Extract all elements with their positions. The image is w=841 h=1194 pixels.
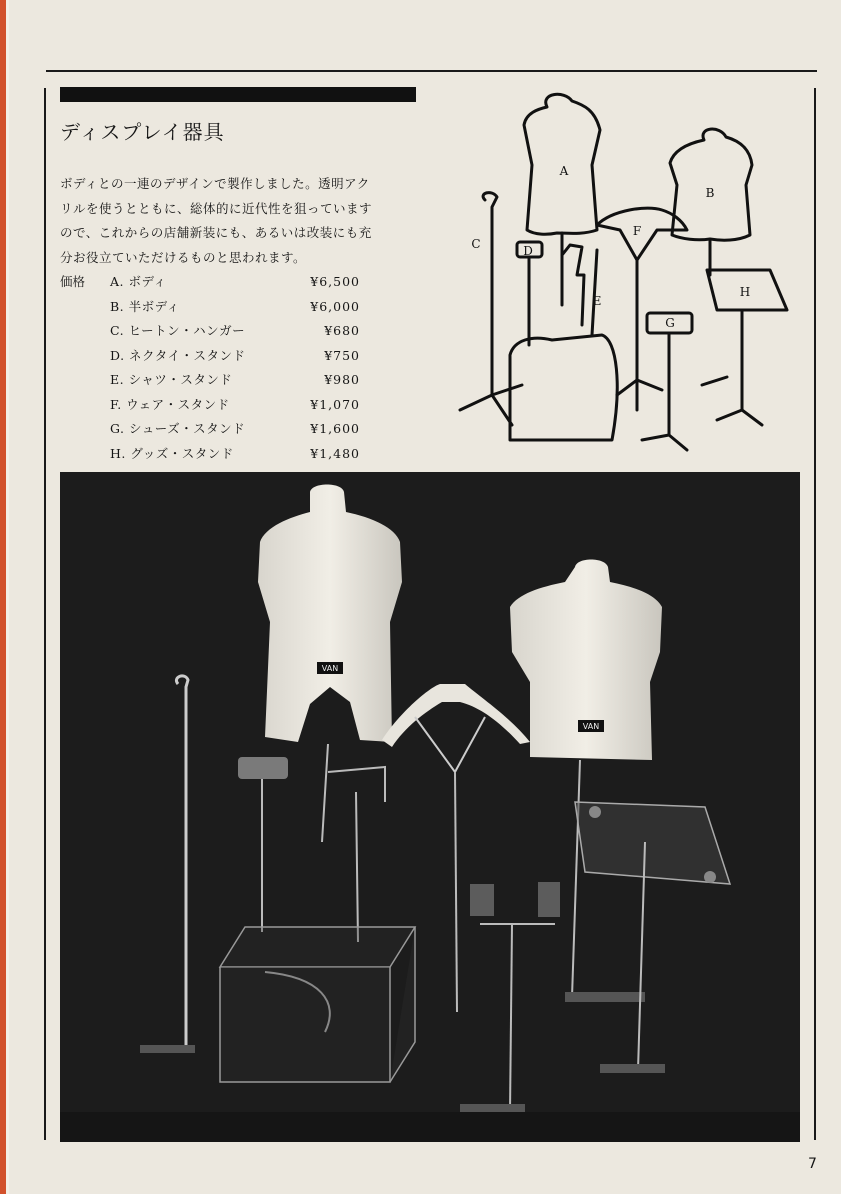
- price-item-value: ¥1,480: [310, 445, 360, 461]
- price-item-value: ¥6,500: [310, 274, 360, 289]
- description-line: ので、これからの店舗新装にも、あるいは改装にも充: [60, 225, 372, 240]
- photo-wear-stand: [382, 684, 530, 747]
- left-rule: [44, 88, 46, 1140]
- price-row: [60, 442, 360, 467]
- price-item-value: ¥1,600: [310, 421, 360, 436]
- description-line: 分お役立ていただけるものと思われます。: [60, 249, 307, 265]
- title-bar: [60, 87, 416, 102]
- price-item-name: B. 半ボディ: [110, 298, 180, 314]
- price-item-value: ¥750: [324, 347, 360, 363]
- price-list: [60, 270, 360, 466]
- photo-stand-base: [140, 1045, 195, 1053]
- diagram-stand-e: [562, 245, 597, 335]
- price-row: [60, 270, 360, 295]
- price-item-value: ¥1,070: [310, 396, 360, 412]
- description-line: ボディとの一連のデザインで製作しました。透明アク: [60, 176, 370, 191]
- description-line: リルを使うとともに、総体的に近代性を狙っています: [60, 200, 373, 216]
- price-row: [60, 319, 360, 344]
- price-row: [60, 417, 360, 442]
- price-item-value: ¥980: [324, 372, 360, 387]
- diagram-hanger-c: [483, 193, 497, 395]
- price-item-value: ¥6,000: [310, 298, 360, 314]
- price-item-name: E. シャツ・スタンド: [110, 372, 233, 387]
- price-item-name: C. ヒートン・ハンガー: [110, 323, 246, 338]
- price-row: [60, 368, 360, 393]
- photo-brand-tag-text: VAN: [321, 664, 339, 673]
- diagram-label-d: D: [523, 244, 533, 258]
- photo-mannequin-full: [258, 485, 402, 743]
- page-title: ディスプレイ器具: [60, 120, 225, 144]
- diagram-label-e: E: [592, 294, 602, 308]
- page-edge-highlight: [6, 0, 9, 1194]
- price-row: [60, 393, 360, 418]
- price-row: [60, 344, 360, 369]
- product-photo: [60, 472, 800, 1142]
- right-rule: [814, 88, 816, 1140]
- diagram-label-a: A: [559, 164, 569, 178]
- price-row: [60, 295, 360, 320]
- photo-brand-tag-text: VAN: [582, 722, 600, 731]
- diagram-label-b: B: [705, 186, 715, 200]
- price-item-name: F. ウェア・スタンド: [110, 396, 230, 412]
- top-rule: [46, 70, 817, 72]
- price-item-name: H. グッズ・スタンド: [110, 445, 234, 461]
- diagram-label-h: H: [739, 285, 751, 299]
- diagram-base-de: [510, 335, 617, 440]
- diagram-label-g: G: [665, 316, 675, 330]
- price-item-name: G. シューズ・スタンド: [110, 421, 246, 436]
- description: [60, 172, 420, 270]
- diagram-label-c: C: [471, 237, 481, 251]
- price-item-name: D. ネクタイ・スタンド: [110, 347, 246, 363]
- diagram-label-f: F: [632, 224, 642, 238]
- product-line-diagram: [452, 85, 807, 460]
- price-label: 価格: [60, 274, 86, 289]
- price-item-name: A. ボディ: [110, 274, 167, 289]
- price-item-value: ¥680: [324, 323, 360, 338]
- page-number: 7: [808, 1156, 817, 1172]
